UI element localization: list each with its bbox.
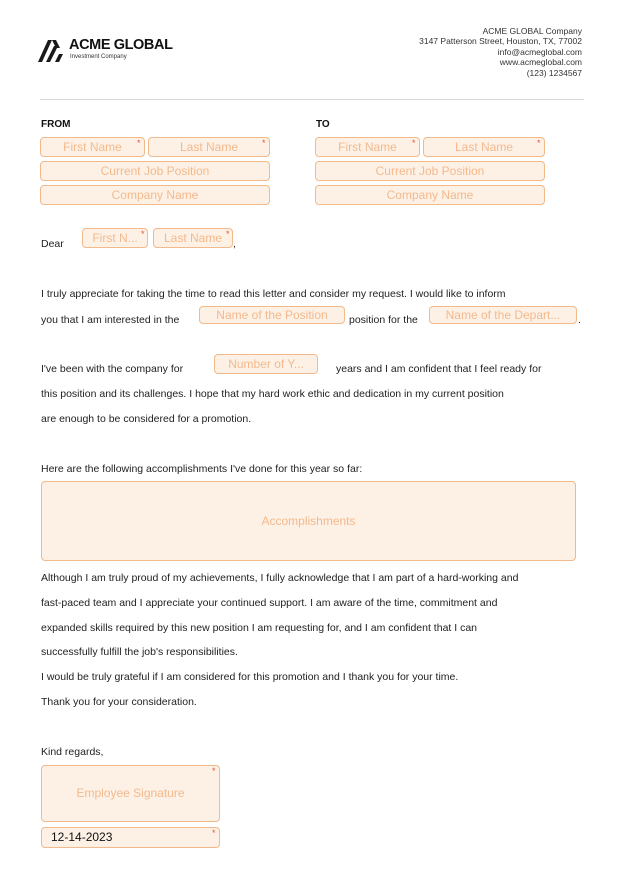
from-position-field[interactable]: Current Job Position bbox=[40, 161, 270, 181]
accomplishments-field[interactable]: Accomplishments bbox=[41, 481, 576, 561]
header-divider bbox=[40, 99, 584, 100]
brand-tagline: Investment Company bbox=[70, 54, 127, 60]
dear-label: Dear bbox=[41, 238, 64, 250]
brand-name: ACME GLOBAL bbox=[69, 37, 173, 53]
company-email: info@acmeglobal.com bbox=[497, 46, 582, 57]
acme-logo-icon bbox=[38, 38, 66, 62]
paragraph3-line3: expanded skills required by this new position I am requesting for, and I am confident that I can bbox=[41, 622, 478, 634]
years-field[interactable]: Number of Y... bbox=[214, 354, 318, 374]
to-company-field[interactable]: Company Name bbox=[315, 185, 545, 205]
company-phone: (123) 1234567 bbox=[526, 67, 582, 78]
to-first-name-field[interactable]: First Name bbox=[315, 137, 420, 157]
from-first-name-field[interactable]: First Name bbox=[40, 137, 145, 157]
dear-comma: , bbox=[233, 238, 236, 250]
paragraph3-line1: Although I am truly proud of my achievements, I fully acknowledge that I am part of a hard-working and bbox=[41, 572, 519, 584]
paragraph3-line4: successfully fulfill the job's responsibilities. bbox=[41, 646, 238, 658]
to-position-field[interactable]: Current Job Position bbox=[315, 161, 545, 181]
position-name-field[interactable]: Name of the Position bbox=[199, 306, 345, 324]
signature-field[interactable]: Employee Signature bbox=[41, 765, 220, 822]
company-website: www.acmeglobal.com bbox=[499, 57, 582, 68]
paragraph1-line2-mid: position for the bbox=[349, 314, 418, 326]
from-company-field[interactable]: Company Name bbox=[40, 185, 270, 205]
paragraph3-line6: Thank you for your consideration. bbox=[41, 696, 197, 708]
brand-logo bbox=[38, 37, 178, 63]
to-last-name-field[interactable]: Last Name bbox=[423, 137, 545, 157]
paragraph1-line1: I truly appreciate for taking the time to read this letter and consider my request. I would like to inform bbox=[41, 288, 506, 300]
paragraph3-line5: I would be truly grateful if I am considered for this promotion and I thank you for your time. bbox=[41, 671, 459, 683]
required-asterisk: * bbox=[212, 766, 216, 776]
accomplishments-intro: Here are the following accomplishments I've done for this year so far: bbox=[41, 463, 363, 475]
department-name-field[interactable]: Name of the Depart... bbox=[429, 306, 577, 324]
required-asterisk: * bbox=[412, 138, 416, 148]
from-label: FROM bbox=[41, 119, 71, 130]
paragraph2-line1-start: I've been with the company for bbox=[41, 363, 184, 375]
paragraph2-line3: are enough to be considered for a promotion. bbox=[41, 413, 252, 425]
paragraph3-line2: fast-paced team and I appreciate your continued support. I am aware of the time, commitment and bbox=[41, 597, 498, 609]
company-info bbox=[419, 26, 582, 78]
dear-first-name-field[interactable]: First N... bbox=[82, 228, 148, 248]
required-asterisk: * bbox=[212, 828, 216, 838]
required-asterisk: * bbox=[141, 229, 145, 239]
from-last-name-field[interactable]: Last Name bbox=[148, 137, 270, 157]
paragraph2-line2: this position and its challenges. I hope that my hard work ethic and dedication in my current position bbox=[41, 388, 504, 400]
required-asterisk: * bbox=[226, 229, 230, 239]
required-asterisk: * bbox=[137, 138, 141, 148]
date-field[interactable]: 12-14-2023 bbox=[41, 827, 220, 848]
paragraph2-line1-end: years and I am confident that I feel ready for bbox=[336, 363, 542, 375]
kind-regards: Kind regards, bbox=[41, 746, 104, 758]
required-asterisk: * bbox=[537, 138, 541, 148]
required-asterisk: * bbox=[262, 138, 266, 148]
dear-last-name-field[interactable]: Last Name bbox=[153, 228, 233, 248]
paragraph1-line2-end: . bbox=[578, 314, 581, 326]
company-address: 3147 Patterson Street, Houston, TX, 77002 bbox=[419, 36, 582, 47]
to-label: TO bbox=[316, 119, 330, 130]
company-name: ACME GLOBAL Company bbox=[482, 26, 582, 36]
paragraph1-line2-start: you that I am interested in the bbox=[41, 314, 180, 326]
